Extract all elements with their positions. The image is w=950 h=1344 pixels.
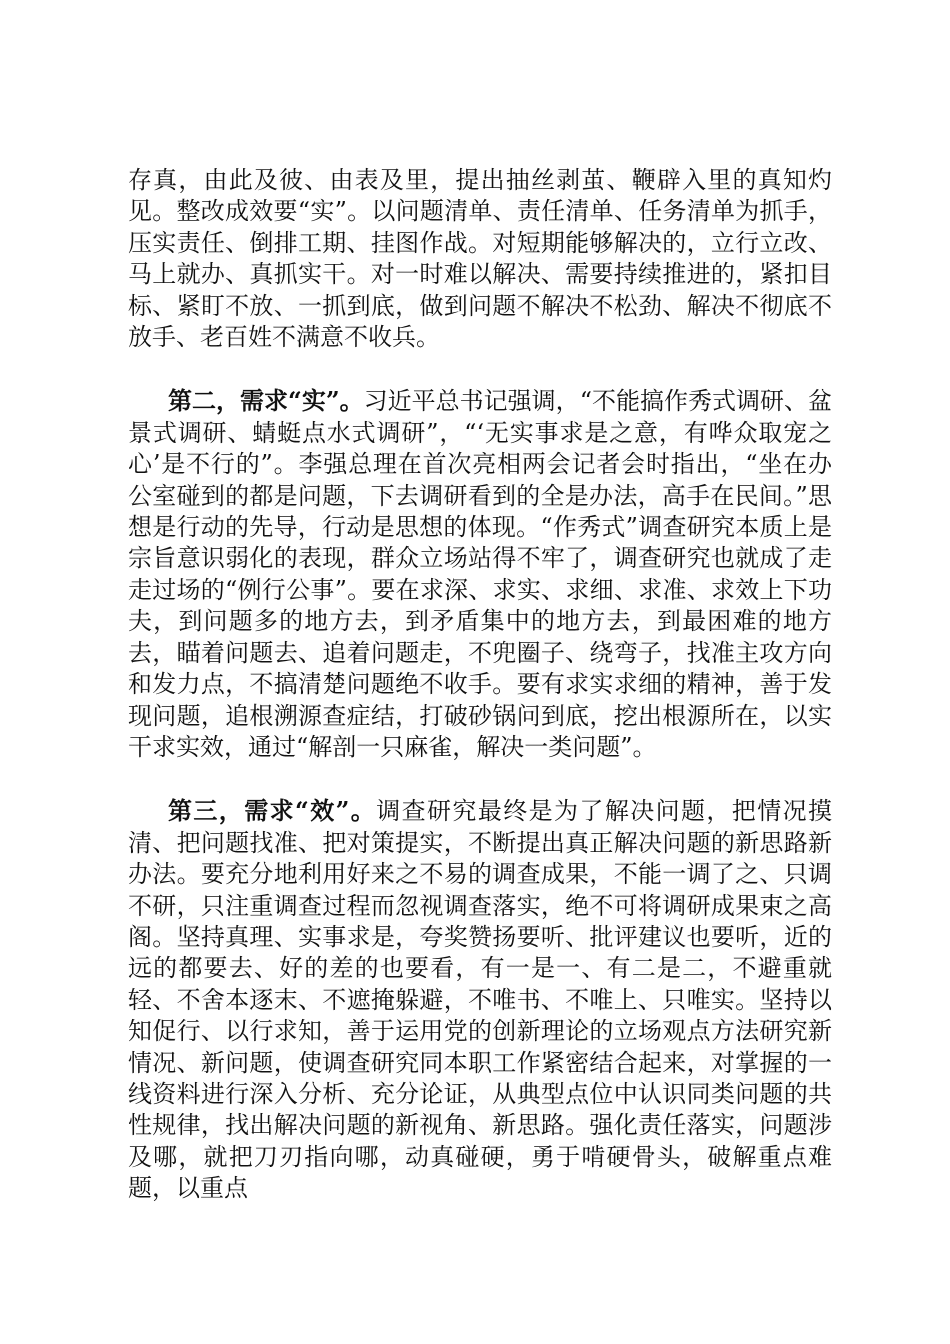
paragraph-text: 调查研究最终是为了解决问题，把情况摸清、把问题找准、把对策提实，不断提出真正解决问题的新思路新办法。要充分地利用好来之不易的调查成果，不能一调了之、只调不研，只注重调查过程而忽视调查落实，绝不可将调研成果束之高阁。坚持真理、实事求是，夸奖赞扬要听、批评建议也要听，近的远的都要去、好的差的也要看，有一是一、有二是二，不避重就轻、不舍本逐末、不遮掩躲避，不唯书、不唯上、只唯实。坚持以知促行、以行求知，善于运用党的创新理论的立场观点方法研究新情况、新问题，使调查研究同本职工作紧密结合起来，对掌握的一线资料进行深入分析、充分论证，从典型点位中认识同类问题的共性规律，找出解决问题的新视角、新思路。强化责任落实，问题涉及哪，就把刀刃指向哪，动真碰硬，勇于啃硬骨头，破解重点难题，以重点 <box>128 797 833 1203</box>
paragraph-second-point <box>128 385 832 763</box>
paragraph-continuation <box>128 165 832 353</box>
paragraph-text: 存真，由此及彼、由表及里，提出抽丝剥茧、鞭辟入里的真知灼见。整改成效要“实”。以问题清单、责任清单、任务清单为抓手，压实责任、倒排工期、挂图作战。对短期能够解决的，立行立改、马上就办、真抓实干。对一时难以解决、需要持续推进的，紧扣目标、紧盯不放、一抓到底，做到问题不解决不松劲、解决不彻底不放手、老百姓不满意不收兵。 <box>128 166 832 352</box>
paragraph-heading: 第二，需求“实”。 <box>168 386 364 416</box>
paragraph-heading: 第三，需求“效”。 <box>168 796 377 826</box>
paragraph-text: 习近平总书记强调，“不能搞作秀式调研、盆景式调研、蜻蜓点水式调研”，“‘无实事求是之意，有哗众取宠之心’是不行的”。李强总理在首次亮相两会记者会时指出，“坐在办公室碰到的都是问题，下去调研看到的全是办法，高手在民间。”思想是行动的先导，行动是思想的体现。“作秀式”调查研究本质上是宗旨意识弱化的表现，群众立场站得不牢了，调查研究也就成了走走过场的“例行公事”。要在求深、求实、求细、求准、求效上下功夫，到问题多的地方去，到矛盾集中的地方去，到最困难的地方去，瞄着问题去、追着问题走，不兜圈子、绕弯子，找准主攻方向和发力点，不搞清楚问题绝不收手。要有求实求细的精神，善于发现问题，追根溯源查症结，打破砂锅问到底，挖出根源所在，以实干求实效，通过“解剖一只麻雀，解决一类问题”。 <box>128 387 832 761</box>
document-body <box>128 165 832 1205</box>
paragraph-third-point <box>128 795 832 1204</box>
